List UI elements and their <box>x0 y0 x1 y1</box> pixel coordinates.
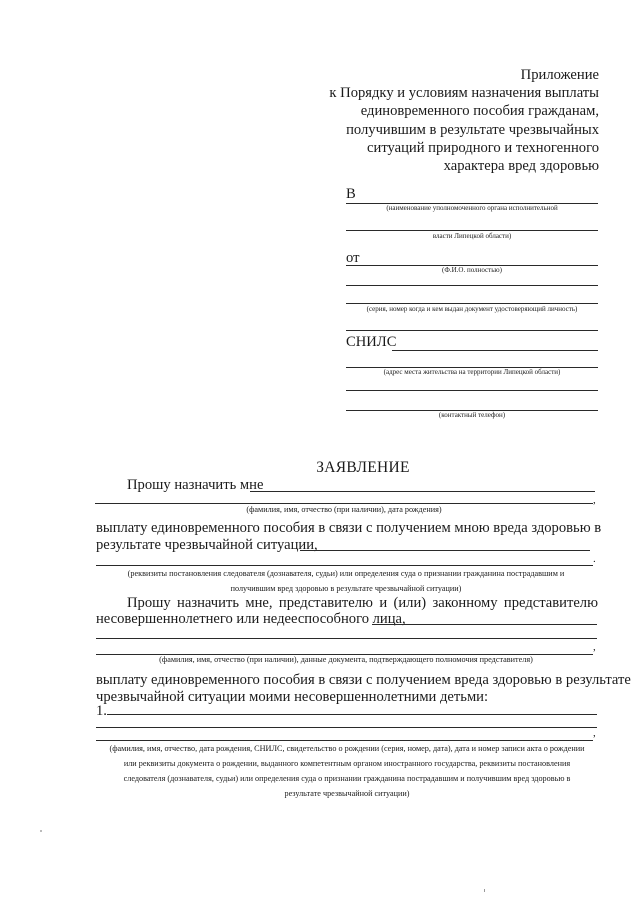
header-line: характера вред здоровью <box>443 158 599 175</box>
caption-decree: (реквизиты постановления следователя (дознавателя, судьи) или определения суда о признании гражданина пострадавшим и получившим вред здоровью в результате чрезвычайной ситуации) <box>127 569 565 593</box>
caption-applicant: (фамилия, имя, отчество (при наличии), дата рождения) <box>246 505 442 514</box>
address-line-2[interactable] <box>346 390 598 391</box>
header-line: к Порядку и условиям назначения выплаты <box>329 85 599 102</box>
to-line-2[interactable] <box>346 230 598 231</box>
to-caption-2: власти Липецкой области) <box>432 232 512 240</box>
comma-2: , <box>593 641 596 653</box>
paragraph-1-line-1: выплату единовременного пособия в связи с получением мною вреда здоровью в <box>96 520 602 536</box>
applicant-name-line-2[interactable] <box>95 503 593 504</box>
representative-line-2[interactable] <box>96 638 597 639</box>
request-2-line-1: Прошу назначить мне, представителю и (или) законному представителю <box>127 595 598 611</box>
to-caption: (наименование уполномоченного органа исполнительной <box>386 204 558 212</box>
comma: , <box>593 494 596 506</box>
request-1-label: Прошу назначить мне <box>127 477 264 493</box>
representative-line[interactable] <box>372 624 597 625</box>
header-line: единовременного пособия гражданам, <box>360 103 599 120</box>
caption-child: (фамилия, имя, отчество, дата рождения, СНИЛС, свидетельство о рождении (серия, номер, дата), дата и номер записи акта о рождении или реквизиты документа о рождении, выданного компетентным органом иностранного государства, реквизиты постановления следователя (дознавателя, судьи) или определения суда о признании гражданина пострадавшим и получившим вред здоровью в результате чрезвычайной ситуации) <box>109 744 585 798</box>
id-caption: (серия, номер когда и кем выдан документ удостоверяющий личность) <box>366 305 578 313</box>
caption-representative: (фамилия, имя, отчество (при наличии), данные документа, подтверждающего полномочия представителя) <box>159 655 533 664</box>
header-line: получившим в результате чрезвычайных <box>346 121 599 138</box>
scan-speck <box>40 830 42 832</box>
paragraph-2-line-2: чрезвычайной ситуации моими несовершеннолетними детьми: <box>96 689 489 705</box>
child-line[interactable] <box>107 714 597 715</box>
header-line: Приложение <box>520 67 599 83</box>
snils-line[interactable] <box>392 350 598 351</box>
snils-label: СНИЛС <box>346 334 397 350</box>
comma-3: , <box>593 727 596 739</box>
to-prefix: В <box>346 186 356 202</box>
from-prefix: от <box>346 250 360 266</box>
header-line: ситуаций природного и техногенного <box>367 139 599 156</box>
id-line-2[interactable] <box>346 330 598 331</box>
item-number-1: 1. <box>96 703 107 719</box>
phone-caption: (контактный телефон) <box>438 411 506 419</box>
document-title: ЗАЯВЛЕНИЕ <box>316 459 410 476</box>
period: . <box>593 553 596 565</box>
address-caption: (адрес места жительства на территории Липецкой области) <box>383 368 561 376</box>
from-line-2[interactable] <box>346 285 598 286</box>
applicant-name-line[interactable] <box>250 491 595 492</box>
id-line[interactable] <box>346 303 598 304</box>
request-2-line-2: несовершеннолетнего или недееспособного лица, <box>96 611 406 627</box>
paragraph-2-line-1: выплату единовременного пособия в связи с получением вреда здоровью в результате <box>96 672 631 688</box>
scan-speck <box>484 889 485 892</box>
paragraph-1-line-2: результате чрезвычайной ситуации, <box>96 537 318 553</box>
child-line-2[interactable] <box>96 727 597 728</box>
from-caption: (Ф.И.О. полностью) <box>442 266 502 274</box>
emergency-line[interactable] <box>300 550 590 551</box>
appendix-header <box>329 66 599 175</box>
